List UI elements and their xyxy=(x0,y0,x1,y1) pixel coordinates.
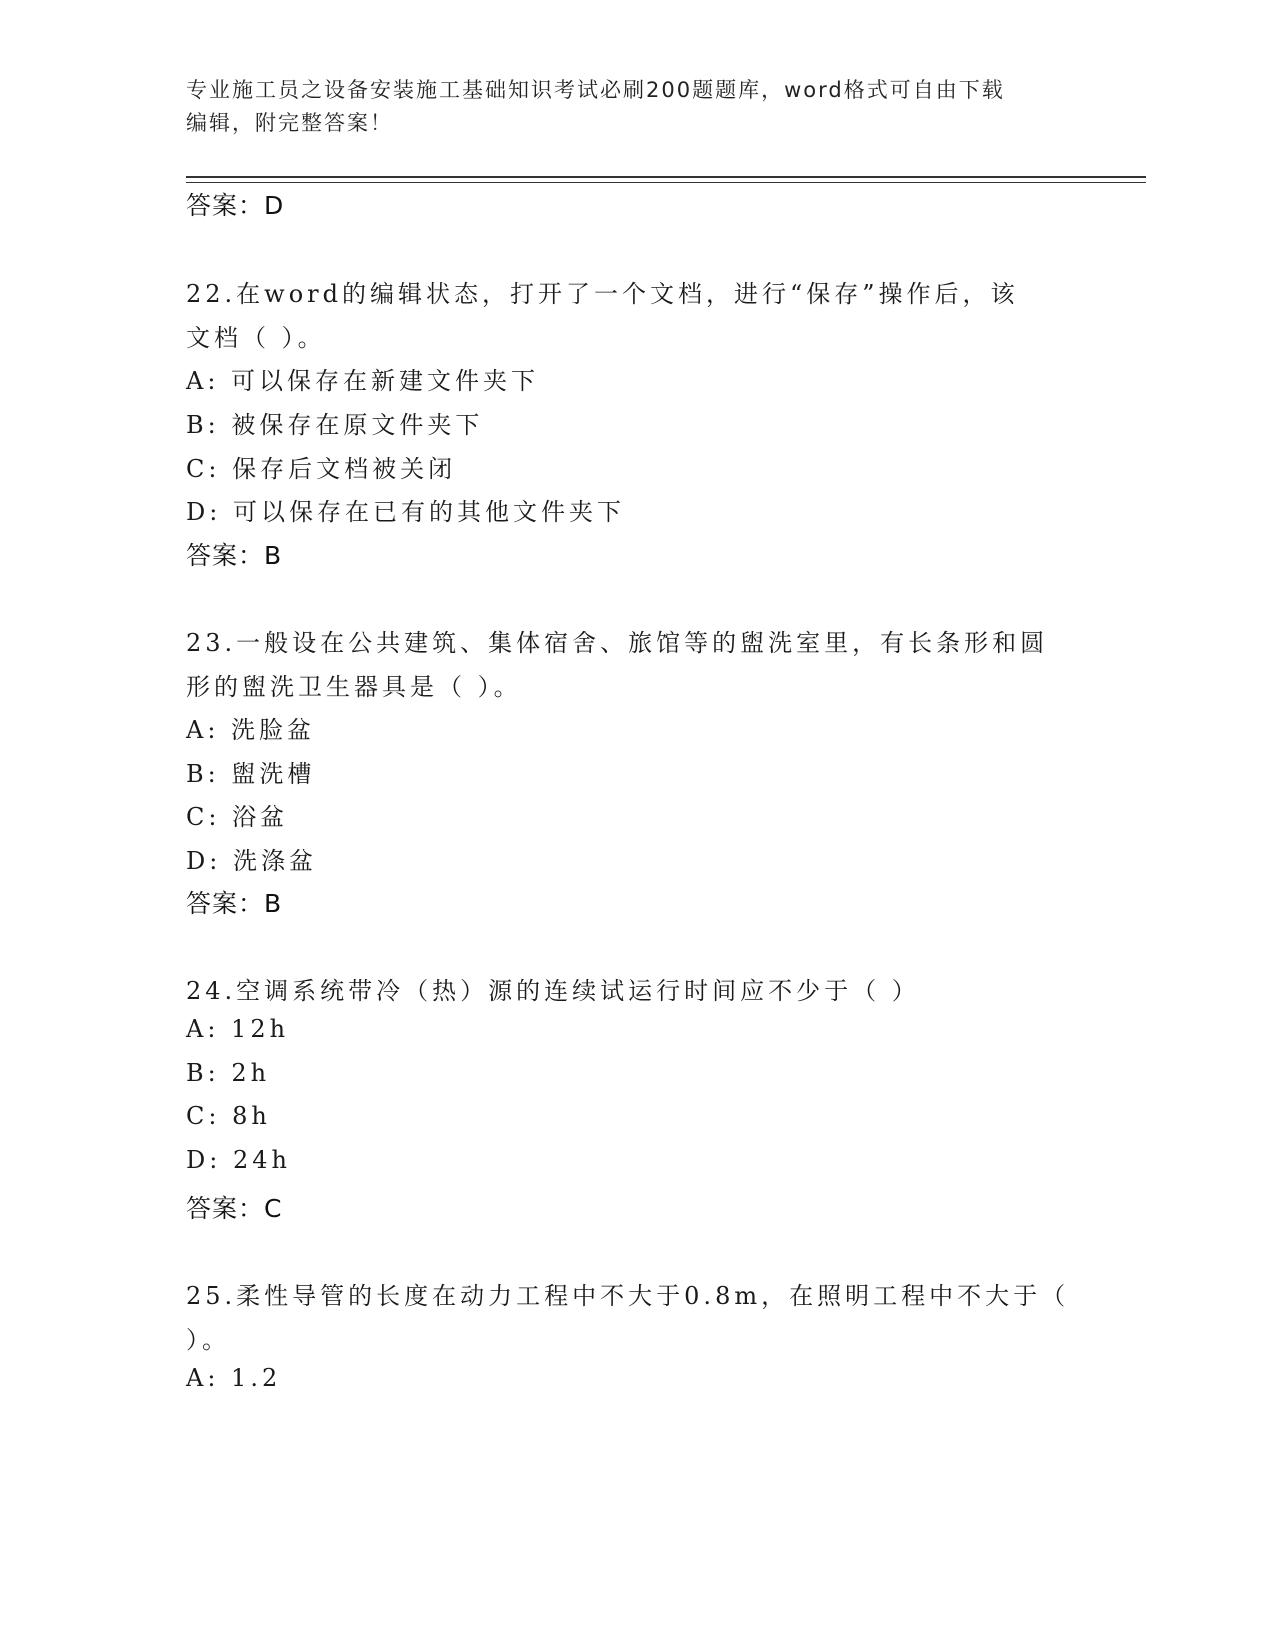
q22-option-d: D: 可以保存在已有的其他文件夹下 xyxy=(186,498,625,526)
header-divider xyxy=(186,176,1146,178)
q23-option-a: A: 洗脸盆 xyxy=(186,716,316,744)
q22-option-b: B: 被保存在原文件夹下 xyxy=(186,411,484,439)
q22-answer: 答案：B xyxy=(186,541,283,570)
q23-stem-line-1: 23.一般设在公共建筑、集体宿舍、旅馆等的盥洗室里，有长条形和圆 xyxy=(186,629,1049,657)
q23-option-d: D: 洗涤盆 xyxy=(186,847,317,875)
q25-option-a: A: 1.2 xyxy=(186,1364,282,1392)
q23-stem-line-2: 形的盥洗卫生器具是（ ）。 xyxy=(186,673,522,701)
q24-option-c: C: 8h xyxy=(186,1102,271,1130)
header-line-1: 专业施工员之设备安装施工基础知识考试必刷200题题库，word格式可自由下载 xyxy=(186,78,1005,102)
header-line-2: 编辑，附完整答案！ xyxy=(186,111,393,135)
q25-stem-line-2: ）。 xyxy=(186,1326,230,1354)
q24-option-d: D: 24h xyxy=(186,1146,291,1174)
q22-option-c: C: 保存后文档被关闭 xyxy=(186,455,457,483)
q24-option-a: A: 12h xyxy=(186,1015,290,1043)
q25-stem-line-1: 25.柔性导管的长度在动力工程中不大于0.8m，在照明工程中不大于（ xyxy=(186,1282,1070,1310)
q23-answer: 答案：B xyxy=(186,889,283,918)
header-divider-thin xyxy=(186,182,1146,183)
document-header xyxy=(186,74,1066,140)
q22-option-a: A: 可以保存在新建文件夹下 xyxy=(186,367,540,395)
q23-option-c: C: 浴盆 xyxy=(186,803,289,831)
q22-stem-line-1: 22.在word的编辑状态，打开了一个文档，进行“保存”操作后，该 xyxy=(186,280,1019,308)
q24-option-b: B: 2h xyxy=(186,1059,271,1087)
q24-answer: 答案：C xyxy=(186,1194,283,1223)
q22-stem-line-2: 文档（ ）。 xyxy=(186,324,326,352)
previous-answer: 答案：D xyxy=(186,191,285,220)
q24-stem-line-1: 24.空调系统带冷（热）源的连续试运行时间应不少于（ ） xyxy=(186,977,920,1005)
q23-option-b: B: 盥洗槽 xyxy=(186,760,316,788)
